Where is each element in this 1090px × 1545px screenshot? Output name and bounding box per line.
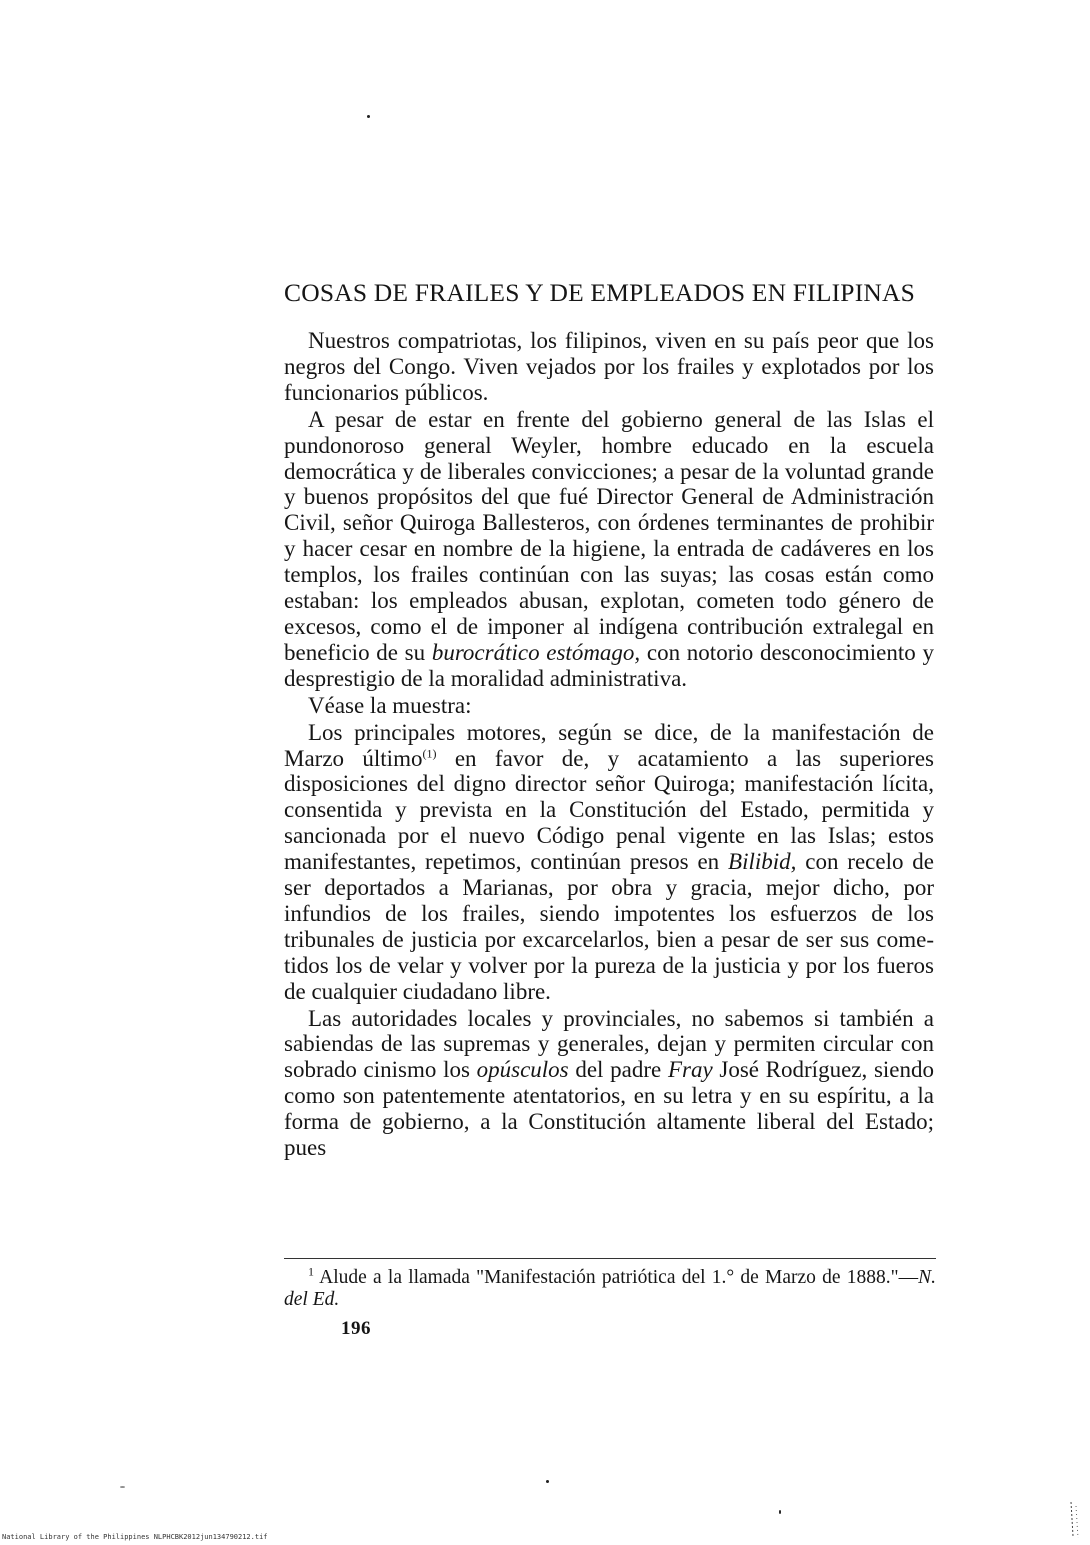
text-run: Las autoridades locales y provinciales, no sabemos si también a sabiendas de las supremas y generales, dejan y permiten circular con sobrado cinismo los [284,1005,934,1083]
text-run: Los principales motores, según se dice, de la manifestación de Marzo último [284,719,934,771]
text-run: Nuestros compatriotas, los filipinos, viven en su país peor que los negros del Congo. Viven vejados por los frailes y explotados por los funcionarios públicos. [284,328,934,405]
footnote [284,1264,936,1311]
scan-speck [120,1486,125,1488]
scan-footer: National Library of the Philippines NLPHCBK2012jun134790212.tif [2,1533,268,1541]
page-number: 196 [341,1318,371,1339]
paragraph [284,407,934,692]
page-title: COSAS DE FRAILES Y DE EMPLEADOS EN FILIPINAS [284,278,915,307]
text-run: con notorio desconocimiento y desprestigio de la moralidad administrativa. [284,639,934,691]
paragraph [284,328,934,406]
body-text [284,328,934,1161]
text-run: en favor de, y acatamiento a las superiores disposiciones del digno director señor Quiroga; manifestación lícita, consentida y prevista en la Constitución del Estado, permitida y sancionada por el nuevo Código penal vigente en las Islas; estos manifestantes, repetimos, continúan presos en [284,745,934,875]
footnote-divider [284,1258,936,1259]
text-run: Véase la muestra: [308,692,472,718]
footnote-reference: (1) [422,745,437,760]
italic-text: burocrático estómago, [431,639,641,665]
paragraph [284,1006,934,1161]
scan-speck [546,1480,549,1483]
scan-edge-marks [1068,1500,1082,1540]
paragraph [284,720,934,1005]
paragraph [284,693,934,719]
italic-text: opúsculos [476,1057,569,1083]
footnote-marker: 1 [308,1264,314,1279]
scan-speck [779,1510,781,1514]
italic-text: Fray [667,1057,713,1083]
italic-text: Bilibid, [728,849,797,875]
text-run: José Rodríguez, siendo como son patentemente atentatorios, en su letra y en su espíritu, a la forma de gobierno, a la Constitución altamente liberal del Estado; pues [284,1057,934,1161]
text-run: A pesar de estar en frente del gobierno general de las Islas el pundonoroso general Weyler, hombre educado en la escuela democrática y de liberales convicciones; a pesar de la voluntad grande y buenos propósitos del que fué Director General de Administración Civil, señor Quiroga Ballesteros, con órdenes terminantes de prohibir y hacer cesar en nombre de la higiene, la entrada de cadáveres en los templos, los frailes continúan con las suyas; las cosas están como estaban: los empleados abusan, explotan, cometen todo género de excesos, como el de imponer al indígena contribución extralegal en beneficio de su [284,406,934,665]
text-run: Alude a la llamada "Manifestación patriótica del 1.° de Marzo de 1888."— [314,1267,919,1288]
scan-speck [367,115,370,118]
text-run: con recelo de ser deportados a Marianas, por obra y gracia, mejor dicho, por infundios de los frailes, siendo impotentes los esfuerzos de los tribunales de justicia por excarcelarlos, bien a pesar de ser sus cometidos los de velar y volver por la pureza de la justicia y por los fueros de cualquier ciudadano libre. [284,849,935,1004]
text-run: del padre [568,1057,668,1083]
italic-text: N. del Ed. [284,1267,936,1310]
